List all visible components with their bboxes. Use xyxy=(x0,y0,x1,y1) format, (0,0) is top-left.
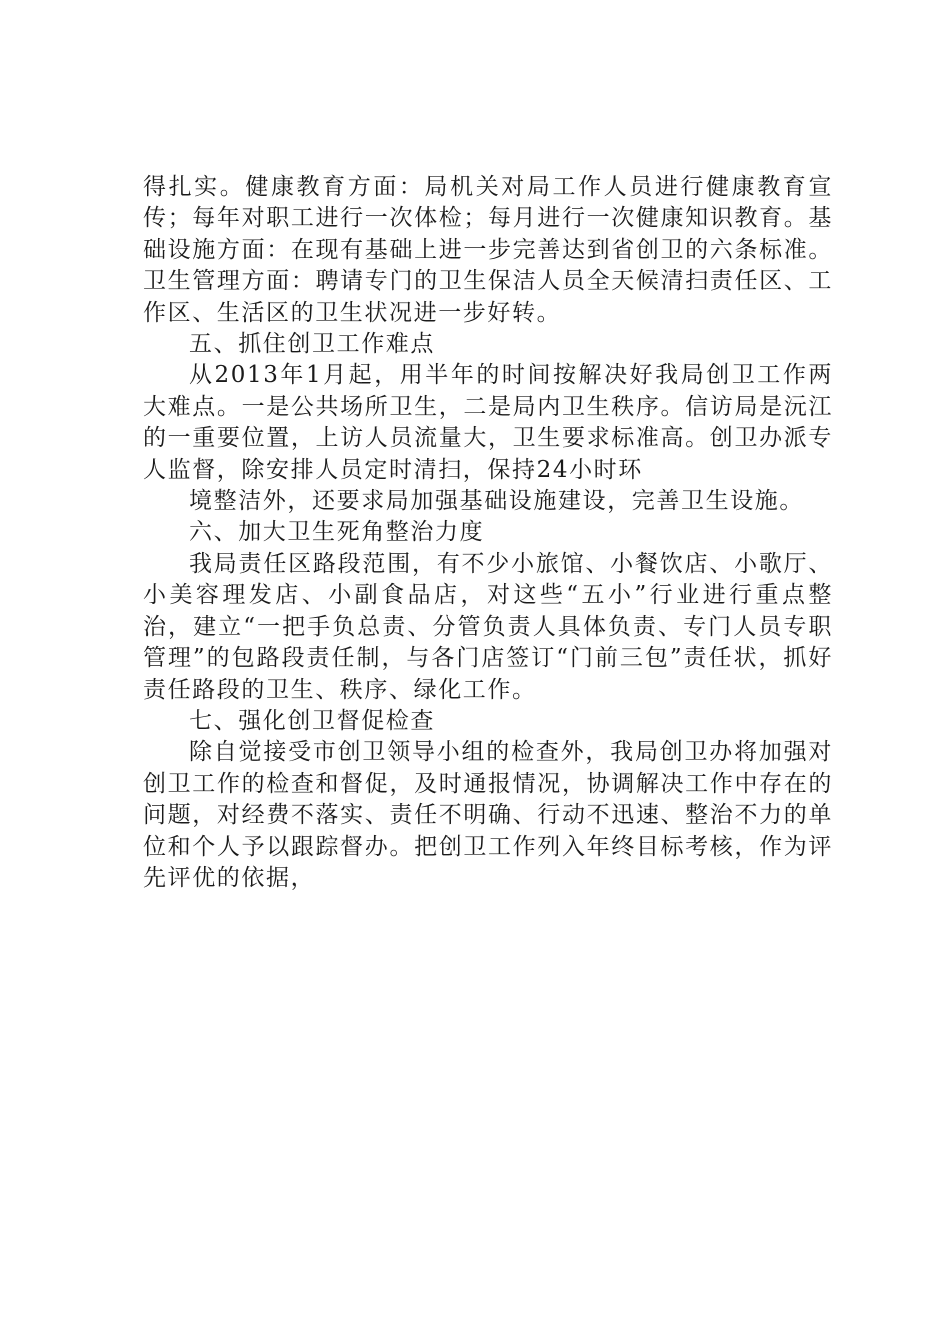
paragraph-section-5-a: 从2013年1月起，用半年的时间按解决好我局创卫工作两大难点。一是公共场所卫生，二是局内卫生秩序。信访局是沅江的一重要位置，上访人员流量大，卫生要求标准高。创卫办派专人监督，除安排人员定时清扫，保持24小时环 xyxy=(143,362,833,483)
section-heading-6: 六、加大卫生死角整治力度 xyxy=(189,519,485,546)
paragraph-section-5-b: 境整洁外，还要求局加强基础设施建设，完善卫生设施。 xyxy=(189,488,804,515)
document-body xyxy=(143,172,833,894)
paragraph-section-6: 我局责任区路段范围，有不少小旅馆、小餐饮店、小歌厅、小美容理发店、小副食品店，对这些“五小”行业进行重点整治，建立“一把手负总责、分管负责人具体负责、专门人员专职管理”的包路段责任制，与各门店签订“门前三包”责任状，抓好责任路段的卫生、秩序、绿化工作。 xyxy=(143,550,833,703)
section-heading-5: 五、抓住创卫工作难点 xyxy=(189,331,435,358)
paragraph-health-education: 得扎实。健康教育方面：局机关对局工作人员进行健康教育宣传；每年对职工进行一次体检；每月进行一次健康知识教育。基础设施方面：在现有基础上进一步完善达到省创卫的六条标准。卫生管理方面：聘请专门的卫生保洁人员全天候清扫责任区、工作区、生活区的卫生状况进一步好转。 xyxy=(143,174,833,326)
section-heading-7: 七、强化创卫督促检查 xyxy=(189,707,435,734)
paragraph-section-7: 除自觉接受市创卫领导小组的检查外，我局创卫办将加强对创卫工作的检查和督促，及时通报情况，协调解决工作中存在的问题，对经费不落实、责任不明确、行动不迅速、整治不力的单位和个人予以跟踪督办。把创卫工作列入年终目标考核，作为评先评优的依据， xyxy=(143,739,833,891)
